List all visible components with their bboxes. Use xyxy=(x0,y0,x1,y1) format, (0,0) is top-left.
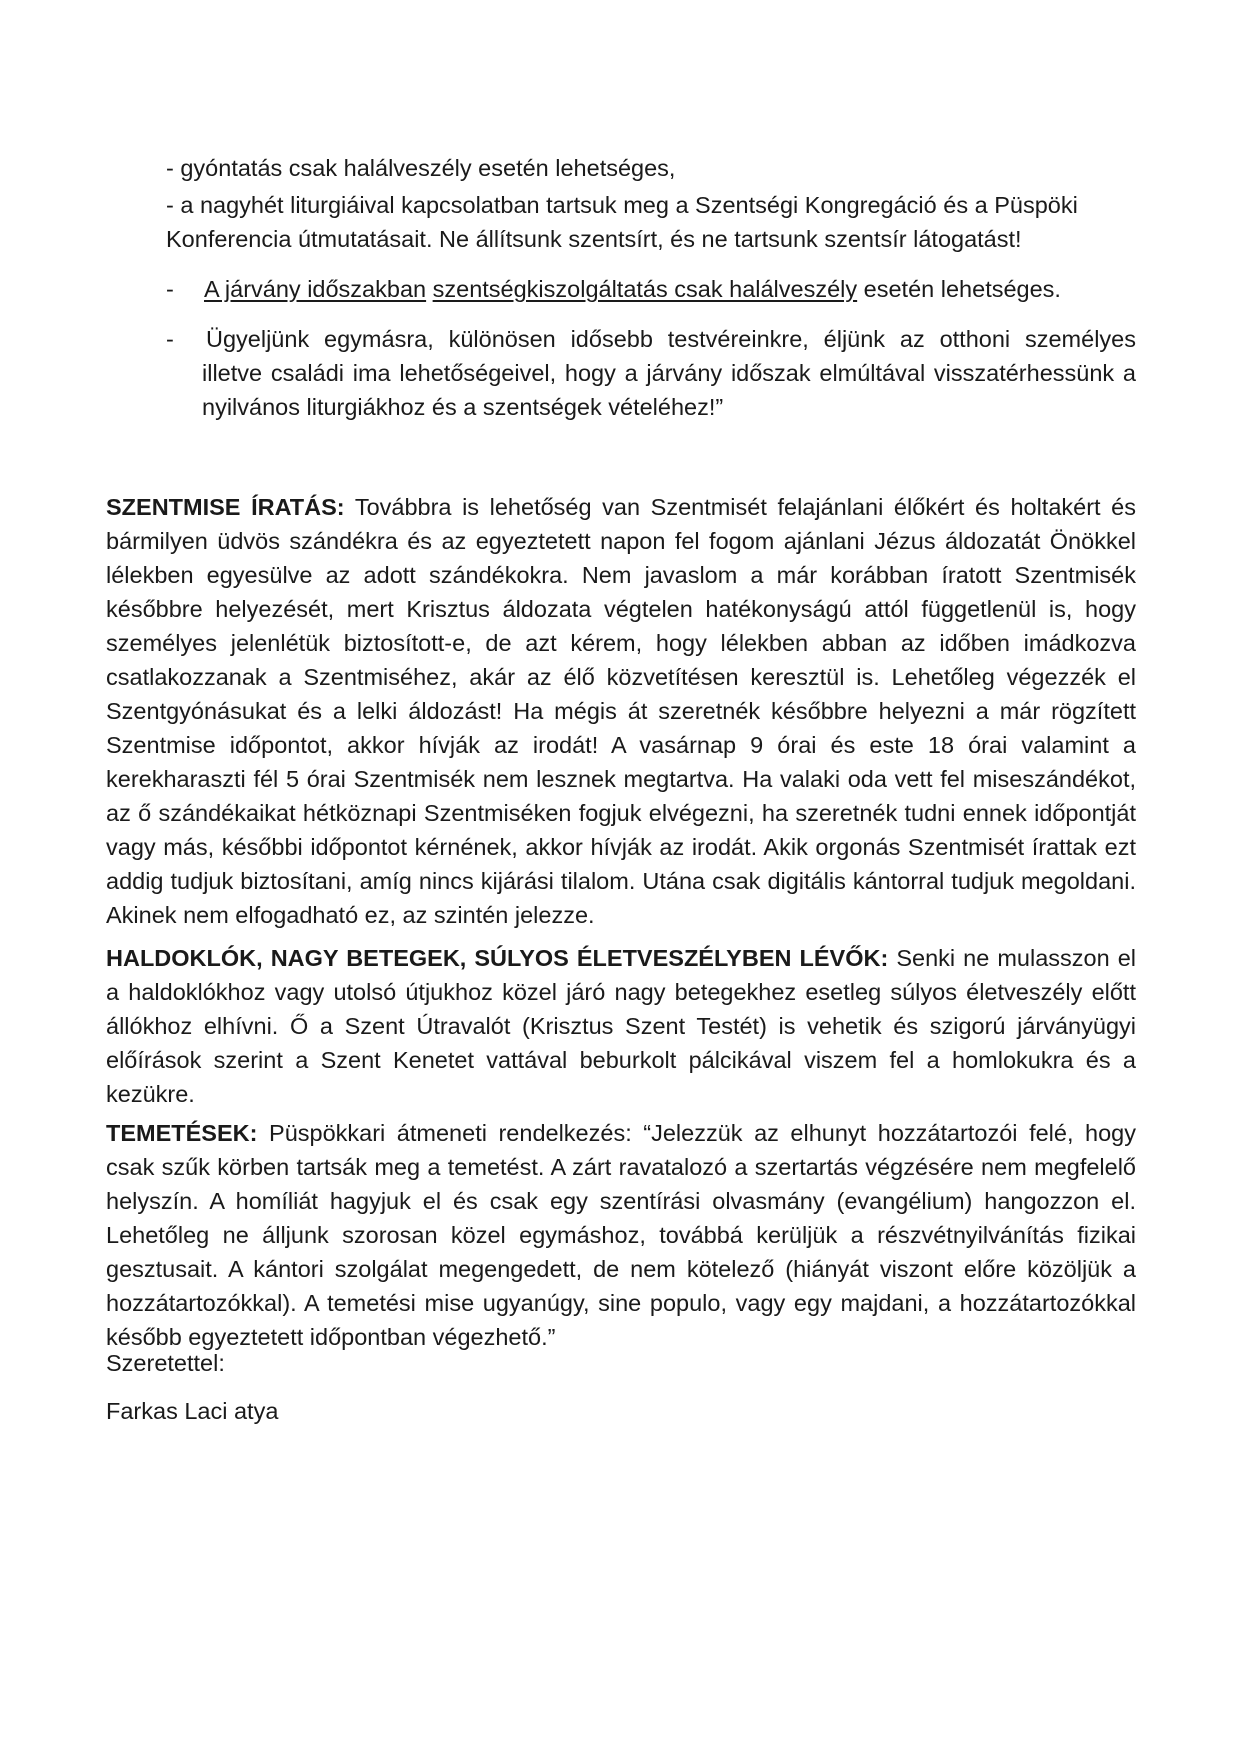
section-body-szentmise: Továbbra is lehetőség van Szentmisét felajánlani élőkért és holtakért és bármilyen üdvös szándékra és az egyeztetett napon fel fogom ajánlani Jézus áldozatát Önökkel lélekben egyesülve az adott szándékokra. Nem javaslom a már korábban íratott Szentmisék későbbre helyezését, mert Krisztus áldozata végtelen hatékonyságú attól függetlenül is, hogy személyes jelenlétük biztosított-e, de azt kérem, hogy lélekben abban az időben imádkozva csatlakozzanak a Szentmiséhez, akár az élő közvetítésen keresztül is. Lehetőleg végezzék el Szentgyónásukat és a lelki áldozást! Ha mégis át szeretnék későbbre helyezni a már rögzített Szentmise időpontot, akkor hívják az irodát! A vasárnap 9 órai és este 18 órai valamint a kerekharaszti fél 5 órai Szentmisék nem lesznek megtartva. Ha valaki oda vett fel miseszándékot, az ő szándékaikat hétköznapi Szentmiséken fogjuk elvégezni, ha szeretnék tudni ennek időpontját vagy más, későbbi időpontot kérnének, akkor hívják az irodát. Akik orgonás Szentmisét írattak ezt addig tudjuk biztosítani, amíg nincs kijárási tilalom. Utána csak digitális kántorral tudjuk megoldani. Akinek nem elfogadható ez, az szintén jelezze. xyxy=(106,494,1136,928)
section-heading-temetesek: TEMETÉSEK: xyxy=(106,1120,258,1146)
section-temetesek xyxy=(106,1116,1136,1354)
section-heading-szentmise: SZENTMISE ÍRATÁS: xyxy=(106,494,345,520)
intro-item-care xyxy=(166,322,1136,424)
section-heading-haldoklok: HALDOKLÓK, NAGY BETEGEK, SÚLYOS ÉLETVESZÉLYBEN LÉVŐK: xyxy=(106,945,889,971)
intro-item-confession: - gyóntatás csak halálveszély esetén lehetséges, xyxy=(166,155,676,181)
sacraments-tail: esetén lehetséges. xyxy=(863,276,1061,302)
care-text: Ügyeljünk egymásra, különösen idősebb testvéreinkre, éljünk az otthoni személyes illetve családi ima lehetőségeivel, hogy a járvány időszak elmúltával visszatérhessünk a nyilvános liturgiákhoz és a szentségek vételéhez!” xyxy=(202,326,1136,420)
closing-greeting: Szeretettel: xyxy=(106,1350,225,1376)
section-body-haldoklok: Senki ne mulasszon el a haldoklókhoz vagy utolsó útjukhoz közel járó nagy betegekhez esetleg súlyos életveszély előtt állókhoz elhívni. Ő a Szent Útravalót (Krisztus Szent Testét) is vehetik és szigorú járványügyi előírások szerint a Szent Kenetet vattával beburkolt pálcikával viszem fel a homlokukra és a kezükre. xyxy=(106,945,1136,1107)
list-dash: - xyxy=(166,326,174,352)
list-dash: - xyxy=(166,276,174,302)
signature: Farkas Laci atya xyxy=(106,1398,279,1424)
section-szentmise xyxy=(106,490,1136,932)
intro-item-holy-week: - a nagyhét liturgiáival kapcsolatban tartsuk meg a Szentségi Kongregáció és a Püspöki Konferencia útmutatásait. Ne állítsunk szentsírt, és ne tartsunk szentsír látogatást! xyxy=(166,192,1078,252)
underlined-phrase-epidemic: A járvány időszakban xyxy=(204,276,427,302)
underlined-phrase-sacraments: szentségkiszolgáltatás csak halálveszély xyxy=(432,276,858,302)
section-body-temetesek: Püspökkari átmeneti rendelkezés: “Jelezzük az elhunyt hozzátartozói felé, hogy csak szűk körben tartsák meg a temetést. A zárt ravatalozó a szertartás végzésére nem megfelelő helyszín. A homíliát hagyjuk el és csak egy szentírási olvasmány (evangélium) hangozzon el. Lehetőleg ne álljunk szorosan közel egymáshoz, továbbá kerüljük a részvétnyilvánítás fizikai gesztusait. A kántori szolgálat megengedett, de nem kötelező (hiányát viszont előre közöljük a hozzátartozókkal). A temetési mise ugyanúgy, sine populo, vagy egy majdani, a hozzátartozókkal később egyeztetett időpontban végezhető.” xyxy=(106,1120,1136,1350)
section-haldoklok xyxy=(106,941,1136,1111)
intro-item-sacraments xyxy=(166,272,1136,306)
